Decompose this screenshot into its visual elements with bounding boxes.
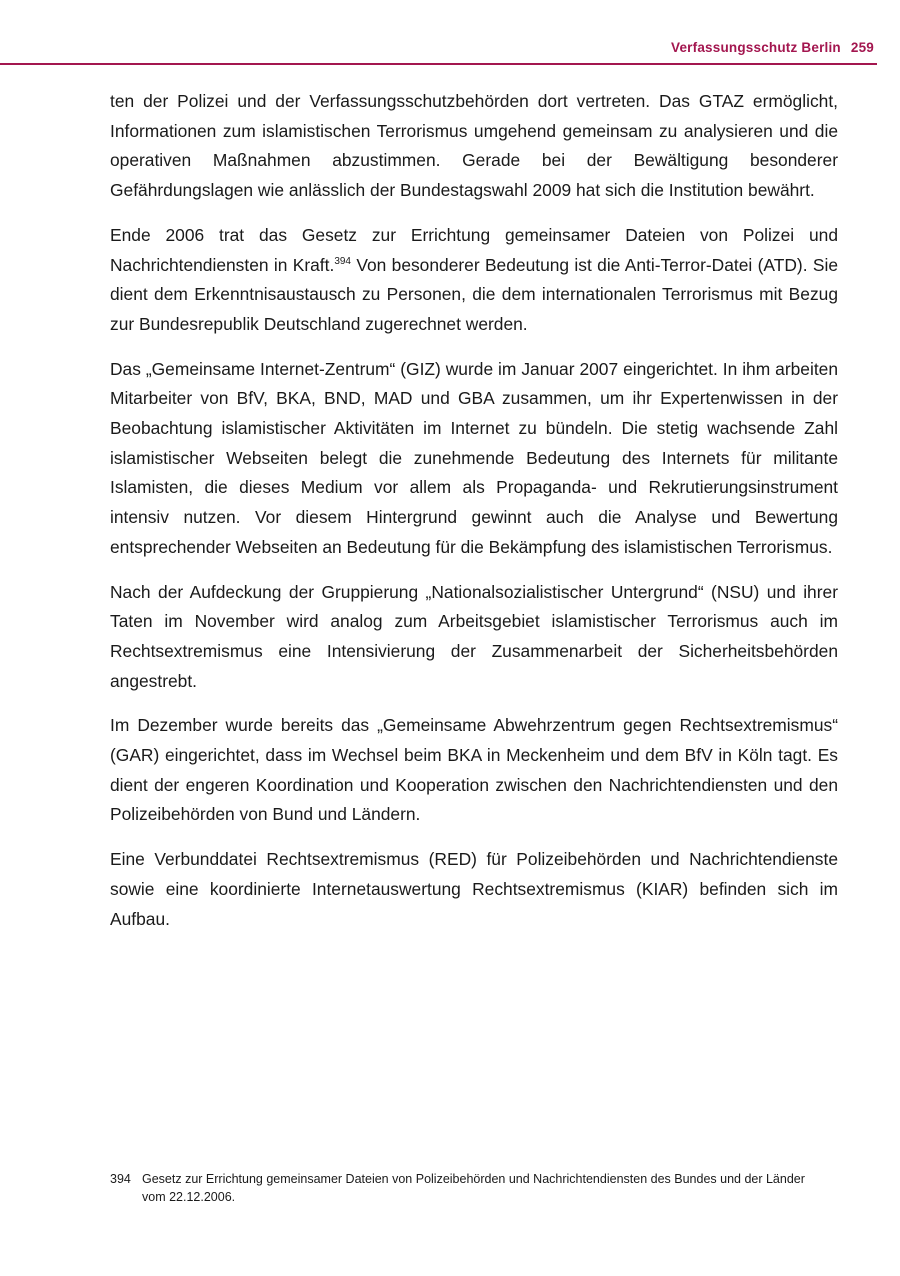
- body-text: [110, 87, 838, 949]
- page-number: 259: [850, 40, 874, 55]
- footnote-reference[interactable]: 394: [334, 255, 351, 267]
- paragraph-giz: Das „Gemeinsame Internet-Zentrum“ (GIZ) wurde im Januar 2007 eingerichtet. In ihm arbeiten Mitarbeiter von BfV, BKA, BND, MAD und GBA zusammen, um ihr Expertenwissen in der Beobachtung islamistischer Aktivitäten im Internet zu bündeln. Die stetig wachsende Zahl islamistischer Webseiten belegt die zunehmende Bedeutung des Internets für militante Islamisten, die dieses Medium vor allem als Propaganda- und Rekrutierungsinstrument intensiv nutzen. Vor diesem Hintergrund gewinnt auch die Analyse und Bewertung entsprechender Webseiten an Bedeutung für die Bekämpfung des islamistischen Terrorismus.: [110, 358, 838, 557]
- paragraph-red-kiar: Eine Verbunddatei Rechtsextremismus (RED) für Polizeibehörden und Nachrichtendienste sowie eine koordinierte Internetauswertung Rechtsextremismus (KIAR) befinden sich im Aufbau.: [110, 849, 838, 929]
- paragraph-nsu: Nach der Aufdeckung der Gruppierung „Nationalsozialistischer Untergrund“ (NSU) und ihrer Taten im November wird analog zum Arbeitsgebiet islamistischer Terrorismus auch im Rechtsextremismus eine Intensivierung der Zusammenarbeit der Sicherheitsbehörden angestrebt.: [110, 581, 838, 691]
- paragraph-atd-text-before: Ende 2006 trat das Gesetz zur Errichtung gemeinsamer Dateien von Polizei und Nachrichtendiensten in Kraft.: [110, 224, 838, 275]
- paragraph-atd-text-after: Von besonderer Bedeutung ist die Anti-Terror-Datei (ATD). Sie dient dem Erkenntnisaustausch zu Personen, die dem internationalen Terrorismus mit Bezug zur Bundesrepublik Deutschland zugerechnet werden.: [110, 254, 838, 334]
- footnote-number: 394: [110, 1172, 131, 1186]
- section-title: Verfassungsschutz Berlin: [671, 40, 841, 55]
- paragraph-gar: Im Dezember wurde bereits das „Gemeinsame Abwehrzentrum gegen Rechtsextremismus“ (GAR) eingerichtet, dass im Wechsel beim BKA in Meckenheim und dem BfV in Köln tagt. Es dient der engeren Koordination und Kooperation zwischen den Nachrichtendiensten und den Polizeibehörden von Bund und Ländern.: [110, 715, 838, 825]
- running-header: [671, 40, 874, 55]
- footnote-text: Gesetz zur Errichtung gemeinsamer Dateien von Polizeibehörden und Nachrichtendiensten des Bundes und der Länder vom 22.12.2006.: [142, 1172, 805, 1204]
- paragraph-atd: [110, 221, 838, 340]
- header-rule: [0, 63, 877, 65]
- footnote: [110, 1170, 810, 1206]
- paragraph-gtaz: ten der Polizei und der Verfassungsschutzbehörden dort vertreten. Das GTAZ ermöglicht, Informationen zum islamistischen Terrorismus umgehend gemeinsam zu analysieren und die operativen Maßnahmen abzustimmen. Gerade bei der Bewältigung besonderer Gefährdungslagen wie anlässlich der Bundestagswahl 2009 hat sich die Institution bewährt.: [110, 91, 838, 201]
